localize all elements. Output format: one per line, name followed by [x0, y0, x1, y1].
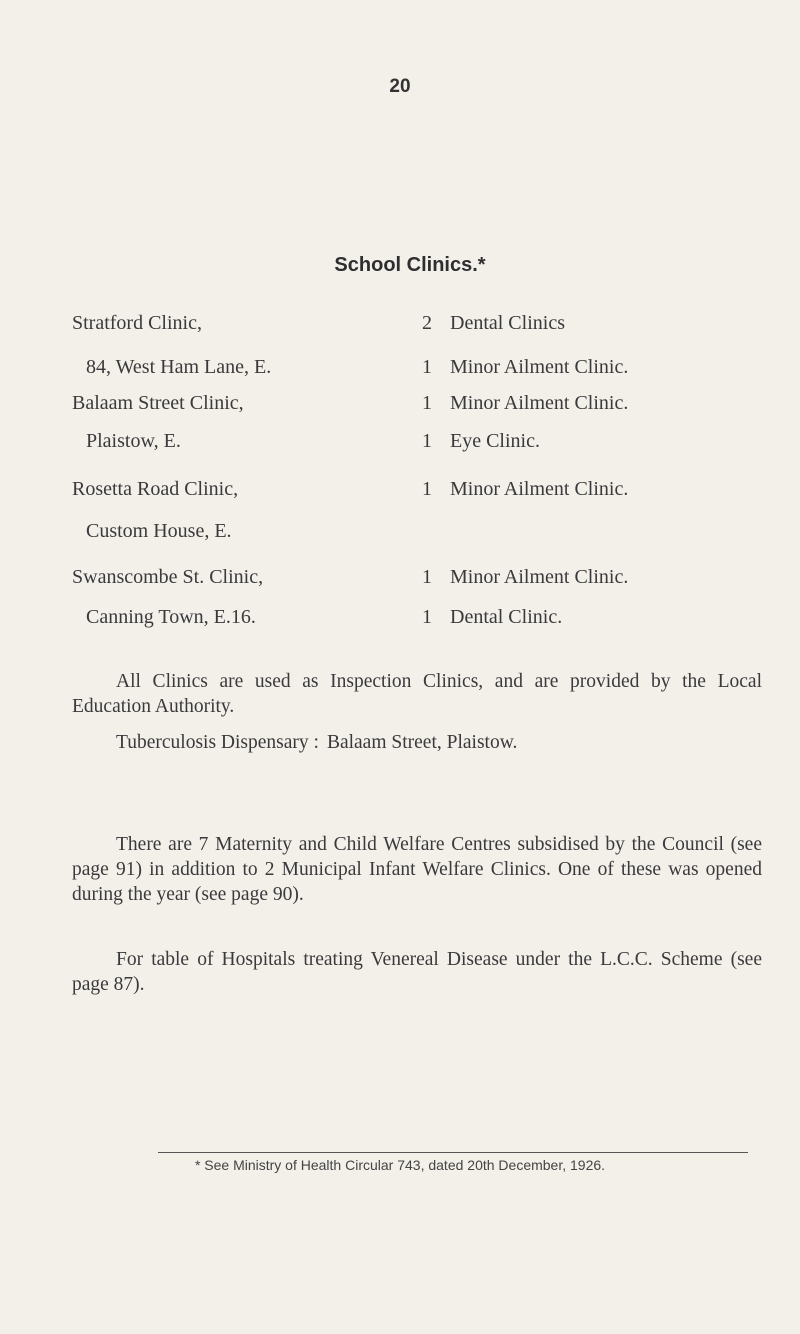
- clinic-address: 84, West Ham Lane, E.: [86, 356, 272, 378]
- venereal-paragraph: For table of Hospitals treating Venereal Disease under the L.C.C. Scheme (see page 87).: [72, 949, 762, 995]
- footnote-divider: [158, 1152, 748, 1153]
- clinic-address: Canning Town, E.16.: [86, 606, 256, 628]
- dispensary-line: [116, 732, 517, 754]
- clinic-line: [0, 566, 800, 600]
- clinic-service: [422, 392, 628, 415]
- clinic-service: [422, 478, 628, 501]
- service-name: Dental Clinics: [450, 312, 565, 334]
- clinic-line: [0, 520, 800, 554]
- service-name: Minor Ailment Clinic.: [450, 392, 629, 414]
- service-count: 1: [422, 606, 432, 628]
- clinic-line: [0, 430, 800, 464]
- clinic-service: [422, 430, 540, 453]
- service-count: 1: [422, 356, 432, 378]
- section-heading: School Clinics.*: [334, 254, 486, 276]
- maternity-paragraph: There are 7 Maternity and Child Welfare Centres subsidised by the Council (see page 91) in addition to 2 Municipal Infant Welfare Clinics. One of these was opened during the year (see page 90).: [72, 834, 762, 905]
- footnote: * See Ministry of Health Circular 743, dated 20th December, 1926.: [194, 1157, 606, 1173]
- clinic-address: Plaistow, E.: [86, 430, 181, 452]
- page-number: 20: [389, 76, 411, 97]
- clinic-line: [0, 392, 800, 426]
- clinic-service: [422, 520, 450, 543]
- service-name: Minor Ailment Clinic.: [450, 566, 629, 588]
- inspection-paragraph: All Clinics are used as Inspection Clinics, and are provided by the Local Education Authority.: [72, 671, 762, 717]
- dispensary-location: Balaam Street, Plaistow.: [326, 732, 518, 753]
- clinic-name: Balaam Street Clinic,: [72, 392, 244, 414]
- service-count: 1: [422, 392, 432, 414]
- service-name: Eye Clinic.: [450, 430, 540, 452]
- clinic-name: Stratford Clinic,: [72, 312, 202, 334]
- service-name: Minor Ailment Clinic.: [450, 478, 629, 500]
- service-count: 2: [422, 312, 432, 334]
- service-name: Dental Clinic.: [450, 606, 563, 628]
- clinic-service: [422, 566, 628, 589]
- service-count: 1: [422, 566, 432, 588]
- clinic-address: Custom House, E.: [86, 520, 232, 542]
- clinic-line: [0, 606, 800, 640]
- clinic-line: [0, 478, 800, 512]
- dispensary-label: Tuberculosis Dispensary :: [116, 732, 319, 753]
- clinic-name: Swanscombe St. Clinic,: [72, 566, 264, 588]
- service-count: 1: [422, 430, 432, 452]
- clinic-service: [422, 356, 628, 379]
- clinic-line: [0, 356, 800, 390]
- service-count: 1: [422, 478, 432, 500]
- service-name: Minor Ailment Clinic.: [450, 356, 629, 378]
- clinic-service: [422, 606, 562, 629]
- clinic-name: Rosetta Road Clinic,: [72, 478, 239, 500]
- clinic-line: [0, 312, 800, 346]
- clinic-service: [422, 312, 565, 335]
